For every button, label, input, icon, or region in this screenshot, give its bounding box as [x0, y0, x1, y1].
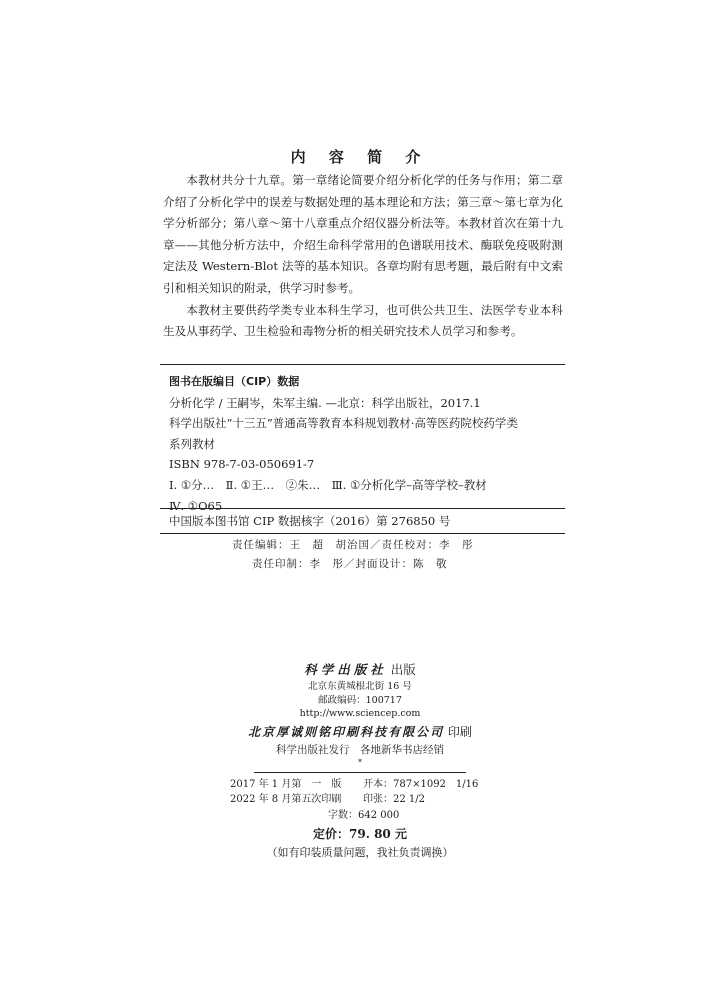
- cip-bottom-rule: [160, 533, 565, 534]
- cip-block: [169, 372, 564, 516]
- printer-line: [0, 722, 720, 743]
- price: 定价：79. 80 元: [313, 827, 407, 841]
- publisher-name: 科学出版社: [304, 662, 387, 677]
- edition-date: 2017 年 1 月第 一 版: [230, 778, 342, 790]
- print-date: 2022 年 8 月第五次印刷: [230, 794, 342, 805]
- publisher-website: http://www.sciencep.com: [299, 708, 421, 719]
- print-sheets: 印张：22 1/2: [363, 794, 425, 805]
- separator-dot: *: [358, 757, 362, 767]
- quality-notice: （如有印装质量问题，我社负责调换）: [266, 846, 454, 859]
- editor-credits: [232, 536, 562, 574]
- cip-number: 中国版本图书馆 CIP 数据核字（2016）第 276850 号: [169, 514, 451, 528]
- publisher-suffix: 出版: [390, 662, 416, 677]
- intro-paragraph: 本教材主要供药学类专业本科生学习，也可供公共卫生、法医学专业本科生及从事药学、卫生检验和毒物分析的相关研究技术人员学习和参考。: [163, 302, 563, 339]
- cip-title-line: 分析化学 / 王嗣岑，朱军主编. —北京：科学出版社，2017.1: [169, 395, 481, 410]
- word-count: 字数：642 000: [328, 809, 400, 821]
- cip-series-line: 科学出版社“十三五”普通高等教育本科规划教材·高等医药院校药学类: [169, 416, 518, 431]
- specs-row: [230, 808, 490, 824]
- imprint-rule: [254, 772, 466, 773]
- book-format: 开本：787×1092 1/16: [363, 778, 479, 790]
- publisher-line: [0, 660, 720, 680]
- cip-subject-line: Ⅰ. ①分… Ⅱ. ①王… ②朱… Ⅲ. ①分析化学–高等学校–教材: [169, 477, 487, 492]
- specs-row: [230, 777, 490, 793]
- intro-title: 内 容 简 介: [290, 148, 430, 166]
- cip-series-line: 系列教材: [169, 436, 215, 451]
- cip-subject-line: Ⅳ. ①O65: [169, 498, 223, 513]
- cip-heading: 图书在版编目（CIP）数据: [169, 375, 300, 388]
- cip-top-rule: [160, 364, 565, 365]
- distributor-line: 科学出版社发行 各地新华书店经销: [276, 743, 444, 756]
- printer-suffix: 印刷: [447, 724, 472, 739]
- publisher-imprint: [0, 660, 720, 862]
- publisher-address: 北京东黄城根北街 16 号: [308, 681, 412, 692]
- specs-row: [230, 792, 490, 808]
- cip-isbn: ISBN 978-7-03-050691-7: [169, 457, 315, 472]
- printer-name: 北京厚诚则铭印刷科技有限公司: [248, 724, 445, 739]
- cip-middle-rule: [160, 508, 565, 509]
- editor-credit-line: 责任编辑：王 超 胡治国／责任校对：李 彤: [232, 539, 474, 551]
- print-specs: [230, 777, 490, 824]
- publisher-postcode: 邮政编码：100717: [318, 694, 402, 706]
- intro-paragraph: 本教材共分十九章。第一章绪论简要介绍分析化学的任务与作用；第二章介绍了分析化学中的误差与数据处理的基本理论和方法；第三章～第七章为化学分析部分；第八章～第十八章重点介绍仪器分析法等。本教材首次在第十九章——其他分析方法中，介绍生命科学常用的色谱联用技术、酶联免疫吸附测定法及 Western-Blot 法等的基本知识。各章均附有思考题，最后附有中文索引和相关知识的附录，供学习时参考。: [163, 173, 563, 295]
- intro-body: [163, 170, 563, 343]
- editor-credit-line: 责任印制：李 彤／封面设计：陈 敬: [252, 558, 448, 570]
